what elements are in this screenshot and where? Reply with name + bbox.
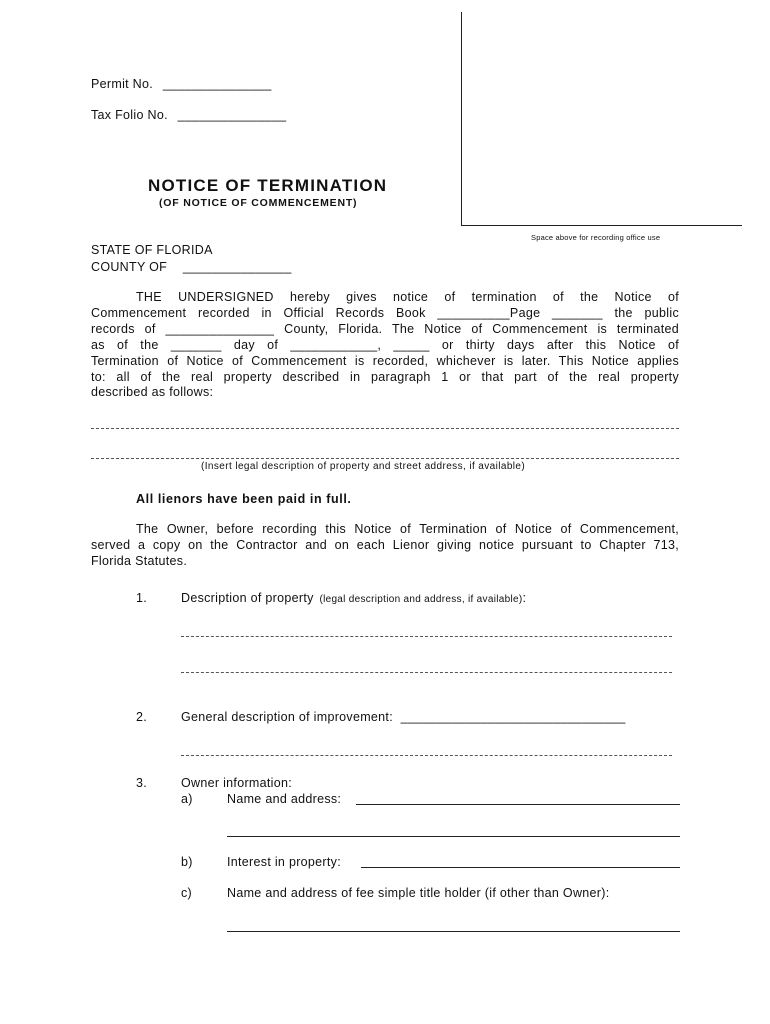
permit-label: Permit No. bbox=[91, 77, 154, 91]
property-description-line-2[interactable] bbox=[181, 672, 672, 673]
body-line: Termination of Notice of Commencement is recorded, whichever is later. This Notice applies bbox=[91, 353, 679, 368]
owner-paragraph-line: The Owner, before recording this Notice of Termination of Notice of Commencement, bbox=[136, 522, 679, 536]
owner-name-address-input[interactable] bbox=[356, 804, 680, 805]
item-1-number: 1. bbox=[136, 591, 148, 605]
county-label: COUNTY OF bbox=[91, 260, 168, 274]
body-line: THE UNDERSIGNED hereby gives notice of termination of the Notice of bbox=[136, 290, 679, 304]
owner-name-address-input-line-2[interactable] bbox=[227, 836, 680, 837]
recording-box-bottom-border bbox=[461, 225, 742, 226]
lienors-paid-statement: All lienors have been paid in full. bbox=[136, 492, 352, 506]
recording-office-note: Space above for recording office use bbox=[531, 233, 661, 242]
item-2-number: 2. bbox=[136, 710, 148, 724]
item-2-blank[interactable]: _______________________________ bbox=[400, 710, 626, 724]
item-2-label: General description of improvement: bbox=[181, 710, 393, 724]
state-line: STATE OF FLORIDA bbox=[91, 243, 213, 257]
document-subtitle: (OF NOTICE OF COMMENCEMENT) bbox=[159, 197, 358, 209]
subitem-c-label: Name and address of fee simple title holder (if other than Owner): bbox=[227, 886, 610, 900]
subitem-c-letter: c) bbox=[181, 886, 193, 900]
property-description-line-1[interactable] bbox=[181, 636, 672, 637]
tax-folio-field[interactable] bbox=[91, 108, 286, 122]
subitem-a-label: Name and address: bbox=[227, 792, 342, 806]
item-1-suffix: : bbox=[522, 591, 527, 605]
county-blank[interactable]: _______________ bbox=[182, 260, 292, 274]
subitem-a-letter: a) bbox=[181, 792, 193, 806]
body-line: Commencement recorded in Official Records Book __________Page _______ the public bbox=[91, 305, 679, 320]
legal-description-line-2[interactable] bbox=[91, 458, 679, 459]
item-1-label: Description of property bbox=[181, 591, 314, 605]
recording-box-left-border bbox=[461, 12, 462, 226]
tax-folio-blank[interactable]: _______________ bbox=[177, 108, 287, 122]
body-line: to: all of the real property described in paragraph 1 or that part of the real property bbox=[91, 369, 679, 384]
item-3-number: 3. bbox=[136, 776, 148, 790]
subitem-b-label: Interest in property: bbox=[227, 855, 341, 869]
permit-blank[interactable]: _______________ bbox=[162, 77, 272, 91]
termination-paragraph bbox=[91, 290, 679, 401]
body-line: records of _______________ County, Florida. The Notice of Commencement is terminated bbox=[91, 321, 679, 336]
owner-paragraph-line: served a copy on the Contractor and on each Lienor giving notice pursuant to Chapter 713, bbox=[91, 537, 679, 552]
item-2-improvement-description[interactable] bbox=[181, 710, 626, 724]
interest-in-property-input[interactable] bbox=[361, 867, 680, 868]
item-1-note: (legal description and address, if available) bbox=[319, 594, 523, 605]
county-field[interactable] bbox=[91, 260, 292, 274]
owner-paragraph-line: Florida Statutes. bbox=[91, 553, 188, 568]
legal-description-line-1[interactable] bbox=[91, 428, 679, 429]
owner-paragraph bbox=[91, 522, 679, 570]
item-1-description-of-property bbox=[181, 591, 526, 605]
subitem-b-letter: b) bbox=[181, 855, 193, 869]
body-line: described as follows: bbox=[91, 385, 214, 400]
document-title: NOTICE OF TERMINATION bbox=[148, 176, 388, 195]
tax-folio-label: Tax Folio No. bbox=[91, 108, 168, 122]
permit-number-field[interactable] bbox=[91, 77, 272, 91]
body-line: as of the _______ day of ____________, _____ or thirty days after this Notice of bbox=[91, 337, 679, 352]
item-3-owner-information: Owner information: bbox=[181, 776, 292, 790]
fee-simple-holder-input[interactable] bbox=[227, 931, 680, 932]
improvement-description-line[interactable] bbox=[181, 755, 672, 756]
legal-description-caption: (Insert legal description of property and street address, if available) bbox=[201, 461, 526, 472]
